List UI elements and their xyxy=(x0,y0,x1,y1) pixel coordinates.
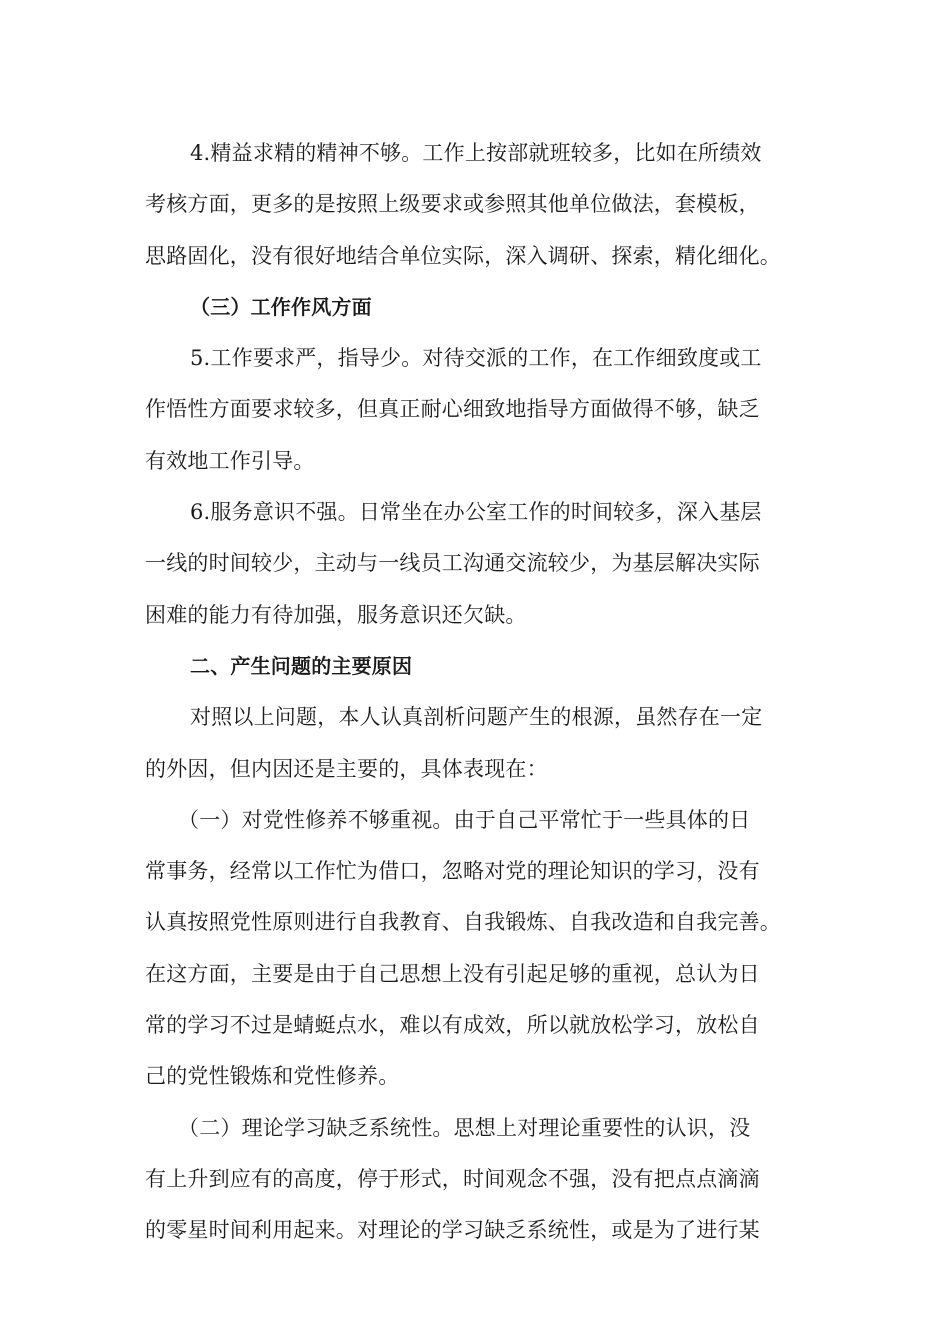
text-line: 有上升到应有的高度，停于形式，时间观念不强，没有把点点滴滴 xyxy=(145,1166,760,1191)
text-line: 对照以上问题，本人认真剖析问题产生的根源，虽然存在一定 xyxy=(190,705,763,730)
body-paragraph xyxy=(145,128,815,282)
text-line: 一线的时间较少，主动与一线员工沟通交流较少，为基层解决实际 xyxy=(145,551,760,576)
body-paragraph xyxy=(145,487,815,641)
text-line: 常的学习不过是蜻蜓点水，难以有成效，所以就放松学习，放松自 xyxy=(145,1013,760,1038)
text-line: 认真按照党性原则进行自我教育、自我锻炼、自我改造和自我完善。 xyxy=(145,910,781,935)
text-line: 思路固化，没有很好地结合单位实际，深入调研、探索，精化细化。 xyxy=(145,243,781,268)
text-line: 己的党性锻炼和党性修养。 xyxy=(145,1064,400,1089)
text-line: 在这方面，主要是由于自己思想上没有引起足够的重视，总认为日 xyxy=(145,961,760,986)
text-line: 的外因，但内因还是主要的，具体表现在： xyxy=(145,756,548,781)
text-line: 有效地工作引导。 xyxy=(145,448,315,473)
text-line: （三）工作作风方面 xyxy=(190,294,372,319)
text-line: 5.工作要求严，指导少。对待交派的工作，在工作细致度或工 xyxy=(190,346,762,371)
body-paragraph xyxy=(145,692,815,795)
text-line: 考核方面，更多的是按照上级要求或参照其他单位做法，套模板， xyxy=(145,192,760,217)
text-line: （一）对党性修养不够重视。由于自己平常忙于一些具体的日 xyxy=(178,807,751,832)
text-line: 常事务，经常以工作忙为借口，忽略对党的理论知识的学习，没有 xyxy=(145,859,760,884)
body-paragraph xyxy=(145,333,815,487)
document-body xyxy=(145,128,815,1257)
text-line: 4.精益求精的精神不够。工作上按部就班较多，比如在所绩效 xyxy=(190,141,762,165)
section-heading xyxy=(145,641,815,692)
section-subheading xyxy=(145,282,815,333)
text-line: 困难的能力有待加强，服务意识还欠缺。 xyxy=(145,602,527,627)
body-paragraph xyxy=(145,1103,815,1257)
text-line: 6.服务意识不强。日常坐在办公室工作的时间较多，深入基层 xyxy=(190,500,762,525)
body-paragraph xyxy=(145,795,815,1103)
text-line: 作悟性方面要求较多，但真正耐心细致地指导方面做得不够，缺乏 xyxy=(145,397,760,422)
text-line: 的零星时间利用起来。对理论的学习缺乏系统性，或是为了进行某 xyxy=(145,1218,760,1243)
text-line: 二、产生问题的主要原因 xyxy=(190,653,413,678)
text-line: （二）理论学习缺乏系统性。思想上对理论重要性的认识，没 xyxy=(178,1115,751,1140)
